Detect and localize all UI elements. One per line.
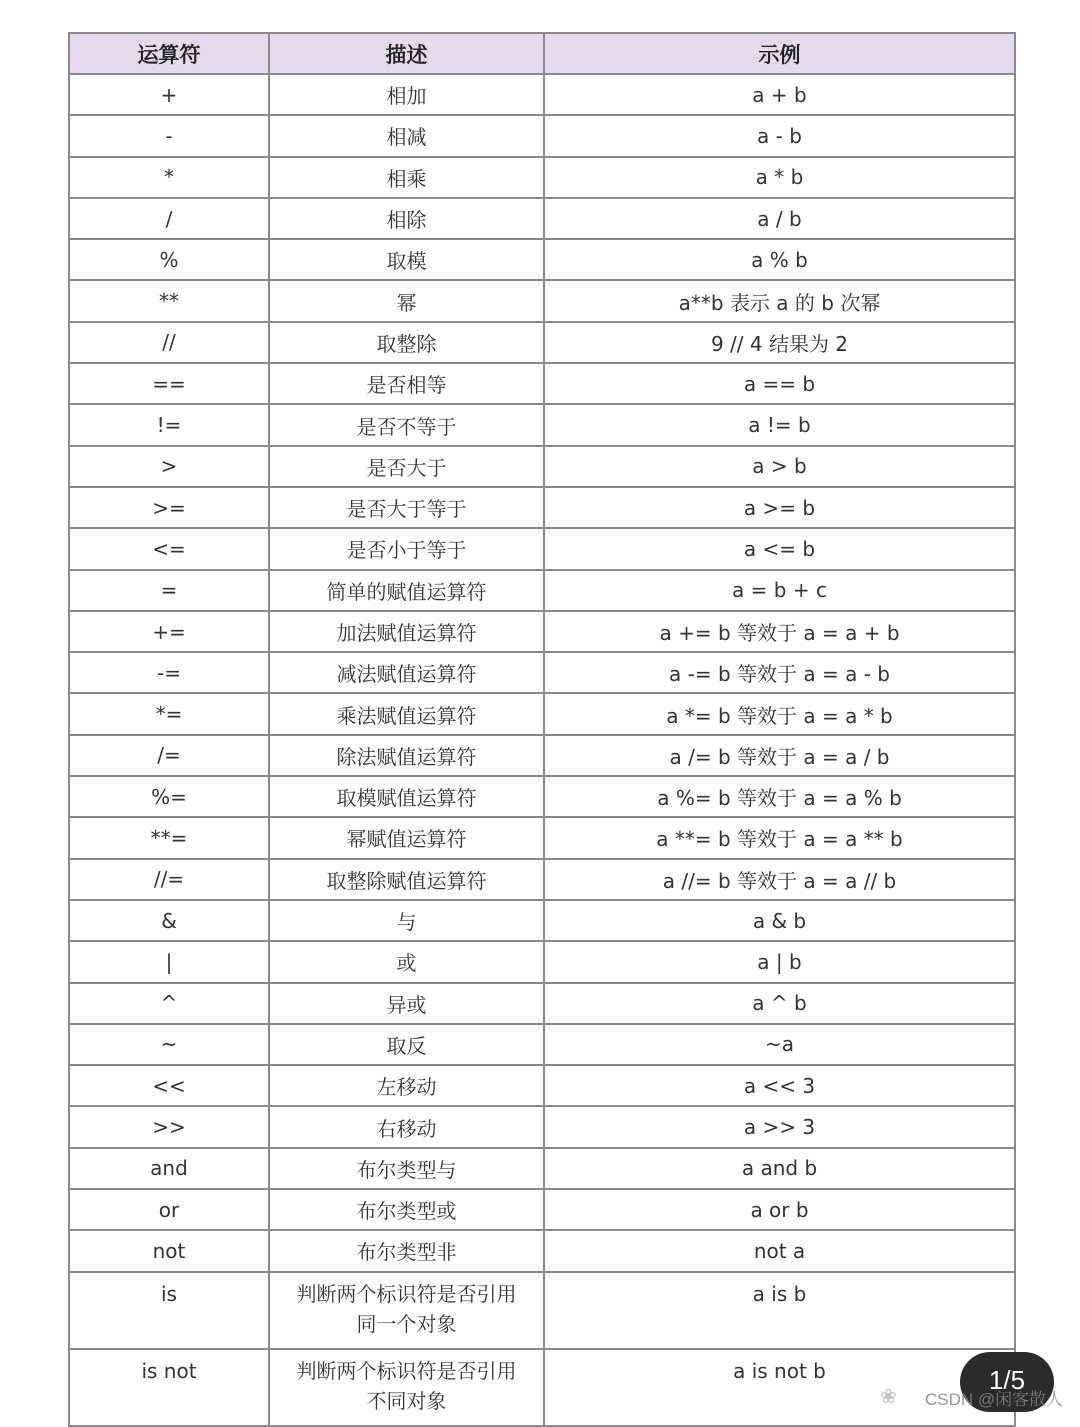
table-row [69, 1065, 1015, 1106]
description-cell: 布尔类型与 [269, 1148, 544, 1189]
table-row [69, 776, 1015, 817]
example-cell: a is not b [544, 1349, 1015, 1426]
table-row [69, 115, 1015, 156]
example-cell: a *= b 等效于 a = a * b [544, 693, 1015, 734]
table-row [69, 363, 1015, 404]
operator-cell: // [69, 322, 269, 363]
operator-cell: >= [69, 487, 269, 528]
table-row [69, 611, 1015, 652]
description-cell: 幂赋值运算符 [269, 817, 544, 858]
example-cell: a %= b 等效于 a = a % b [544, 776, 1015, 817]
operator-cell: -= [69, 652, 269, 693]
description-cell: 判断两个标识符是否引用 不同对象 [269, 1349, 544, 1426]
description-cell: 加法赋值运算符 [269, 611, 544, 652]
header-description: 描述 [269, 33, 544, 74]
example-cell: a or b [544, 1189, 1015, 1230]
description-cell: 乘法赋值运算符 [269, 693, 544, 734]
operator-table [68, 32, 1016, 1427]
example-cell: a **= b 等效于 a = a ** b [544, 817, 1015, 858]
table-row [69, 817, 1015, 858]
operator-cell: ^ [69, 983, 269, 1024]
table-row [69, 900, 1015, 941]
operator-cell: *= [69, 693, 269, 734]
table-row [69, 487, 1015, 528]
description-cell: 取整除赋值运算符 [269, 859, 544, 900]
description-cell: 是否大于 [269, 446, 544, 487]
operator-cell: **= [69, 817, 269, 858]
operator-cell: != [69, 404, 269, 445]
operator-cell: << [69, 1065, 269, 1106]
operator-cell: ** [69, 280, 269, 321]
example-cell: a << 3 [544, 1065, 1015, 1106]
table-row [69, 1024, 1015, 1065]
operator-cell: & [69, 900, 269, 941]
table-row [69, 1349, 1015, 1426]
operator-cell: = [69, 570, 269, 611]
table-row [69, 239, 1015, 280]
operator-cell: | [69, 941, 269, 982]
watermark: CSDN @闲客散人 [925, 1390, 1064, 1409]
page-counter[interactable]: 1/5 [960, 1352, 1054, 1412]
example-cell: a - b [544, 115, 1015, 156]
table-row [69, 652, 1015, 693]
description-cell: 简单的赋值运算符 [269, 570, 544, 611]
table-row [69, 280, 1015, 321]
description-cell: 相加 [269, 74, 544, 115]
example-cell: a //= b 等效于 a = a // b [544, 859, 1015, 900]
table-row [69, 859, 1015, 900]
operator-cell: / [69, 198, 269, 239]
operator-cell: is [69, 1272, 269, 1349]
description-cell: 布尔类型或 [269, 1189, 544, 1230]
table-row [69, 941, 1015, 982]
table-row [69, 1189, 1015, 1230]
operator-cell: > [69, 446, 269, 487]
operator-cell: or [69, 1189, 269, 1230]
example-cell: a * b [544, 157, 1015, 198]
example-cell: a & b [544, 900, 1015, 941]
description-cell: 取模 [269, 239, 544, 280]
table-row [69, 735, 1015, 776]
description-cell: 判断两个标识符是否引用 同一个对象 [269, 1272, 544, 1349]
operator-cell: + [69, 74, 269, 115]
description-cell: 取模赋值运算符 [269, 776, 544, 817]
description-cell: 是否不等于 [269, 404, 544, 445]
table-header-row [69, 33, 1015, 74]
example-cell: a % b [544, 239, 1015, 280]
operator-cell: += [69, 611, 269, 652]
example-cell: a > b [544, 446, 1015, 487]
description-cell: 相乘 [269, 157, 544, 198]
operator-cell: == [69, 363, 269, 404]
header-operator: 运算符 [69, 33, 269, 74]
table-row [69, 983, 1015, 1024]
example-cell: a and b [544, 1148, 1015, 1189]
example-cell: ~a [544, 1024, 1015, 1065]
table-row [69, 693, 1015, 734]
table-row [69, 198, 1015, 239]
description-cell: 异或 [269, 983, 544, 1024]
description-cell: 相减 [269, 115, 544, 156]
operator-cell: % [69, 239, 269, 280]
operator-cell: %= [69, 776, 269, 817]
description-cell: 右移动 [269, 1106, 544, 1147]
description-cell: 取整除 [269, 322, 544, 363]
operator-cell: >> [69, 1106, 269, 1147]
table-row [69, 1148, 1015, 1189]
description-cell: 是否大于等于 [269, 487, 544, 528]
description-cell: 除法赋值运算符 [269, 735, 544, 776]
operator-cell: //= [69, 859, 269, 900]
table-row [69, 570, 1015, 611]
table-row [69, 528, 1015, 569]
operator-cell: <= [69, 528, 269, 569]
example-cell: a >> 3 [544, 1106, 1015, 1147]
example-cell: not a [544, 1230, 1015, 1271]
example-cell: a**b 表示 a 的 b 次幂 [544, 280, 1015, 321]
table-row [69, 157, 1015, 198]
description-cell: 是否小于等于 [269, 528, 544, 569]
example-cell: a <= b [544, 528, 1015, 569]
table-row [69, 322, 1015, 363]
example-cell: a = b + c [544, 570, 1015, 611]
example-cell: a / b [544, 198, 1015, 239]
example-cell: a += b 等效于 a = a + b [544, 611, 1015, 652]
table-row [69, 404, 1015, 445]
example-cell: a + b [544, 74, 1015, 115]
example-cell: a is b [544, 1272, 1015, 1349]
operator-cell: not [69, 1230, 269, 1271]
header-example: 示例 [544, 33, 1015, 74]
table-row [69, 1106, 1015, 1147]
description-cell: 是否相等 [269, 363, 544, 404]
example-cell: a | b [544, 941, 1015, 982]
watermark-logo-icon: ❀ [880, 1384, 897, 1408]
description-cell: 或 [269, 941, 544, 982]
example-cell: a ^ b [544, 983, 1015, 1024]
table-row [69, 1272, 1015, 1349]
example-cell: 9 // 4 结果为 2 [544, 322, 1015, 363]
description-cell: 幂 [269, 280, 544, 321]
operator-cell: ~ [69, 1024, 269, 1065]
description-cell: 左移动 [269, 1065, 544, 1106]
description-cell: 布尔类型非 [269, 1230, 544, 1271]
table-row [69, 74, 1015, 115]
operator-cell: - [69, 115, 269, 156]
description-cell: 取反 [269, 1024, 544, 1065]
example-cell: a /= b 等效于 a = a / b [544, 735, 1015, 776]
table-row [69, 446, 1015, 487]
operator-cell: /= [69, 735, 269, 776]
example-cell: a == b [544, 363, 1015, 404]
description-cell: 相除 [269, 198, 544, 239]
table-row [69, 1230, 1015, 1271]
operator-cell: * [69, 157, 269, 198]
operator-cell: is not [69, 1349, 269, 1426]
example-cell: a >= b [544, 487, 1015, 528]
operator-cell: and [69, 1148, 269, 1189]
description-cell: 减法赋值运算符 [269, 652, 544, 693]
example-cell: a != b [544, 404, 1015, 445]
example-cell: a -= b 等效于 a = a - b [544, 652, 1015, 693]
description-cell: 与 [269, 900, 544, 941]
